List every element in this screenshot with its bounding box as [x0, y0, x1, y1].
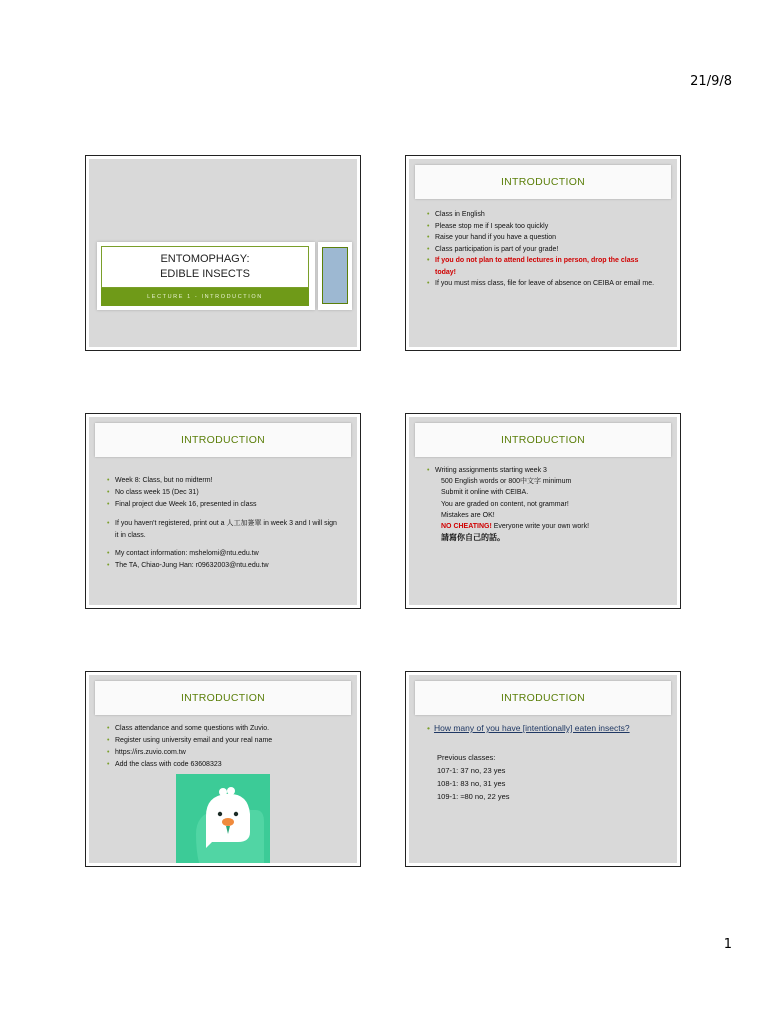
- slide-3: [85, 413, 361, 609]
- bullet-list: [107, 723, 341, 771]
- slide-subtitle: LECTURE 1 - INTRODUCTION: [147, 294, 263, 300]
- zuvio-logo: [176, 774, 270, 863]
- bullet-item: • Week 8: Class, but no midterm!: [107, 475, 341, 487]
- slide-2: [405, 155, 681, 351]
- own-work-text: Everyone write your own work!: [493, 522, 590, 530]
- bullet-item: • Class attendance and some questions with Zuvio.: [107, 723, 341, 735]
- bullet-icon: •: [427, 723, 430, 733]
- slide-4: [405, 413, 681, 609]
- side-card: [318, 242, 352, 310]
- slide-6: [405, 671, 681, 867]
- sub-line: Mistakes are OK!: [441, 511, 495, 519]
- bullet-list: [107, 475, 341, 572]
- page-date: 21/9/8: [690, 74, 732, 89]
- bullet-list: [427, 465, 661, 545]
- previous-row: 107-1: 37 no, 23 yes: [437, 766, 506, 776]
- slide-canvas: [409, 417, 677, 605]
- bullet-item: • https://irs.zuvio.com.tw: [107, 747, 341, 759]
- bullet-item: • Register using university email and your real name: [107, 735, 341, 747]
- sub-line: You are graded on content, not grammar!: [441, 500, 569, 508]
- slide-canvas: [89, 675, 357, 863]
- bullet-item: • No class week 15 (Dec 31): [107, 487, 341, 499]
- page-number: 1: [723, 937, 732, 952]
- slide-5: [85, 671, 361, 867]
- bullet-item: • Add the class with code 63608323: [107, 759, 341, 771]
- slide-title-line: EDIBLE INSECTS: [160, 268, 250, 280]
- question-text: How many of you have [intentionally] eaten insects?: [433, 723, 630, 733]
- bullet-item: • If you must miss class, file for leave of absence on CEIBA or email me.: [427, 278, 661, 290]
- bullet-item: • Class participation is part of your grade!: [427, 244, 661, 256]
- slide-1: [85, 155, 361, 351]
- previous-heading: Previous classes:: [437, 753, 496, 762]
- bullet-list: [427, 209, 661, 290]
- previous-row: 109-1: ≈80 no, 22 yes: [437, 792, 510, 802]
- slide-title-bar: [95, 423, 351, 457]
- slide-title: INTRODUCTION: [500, 176, 586, 188]
- bullet-item: • Raise your hand if you have a question: [427, 232, 661, 244]
- no-cheating-text: NO CHEATING!: [441, 522, 492, 530]
- color-swatch: [322, 247, 348, 304]
- slide-canvas: [409, 159, 677, 347]
- slide-title: INTRODUCTION: [180, 692, 266, 704]
- bullet-item: • My contact information: mshelomi@ntu.edu.tw: [107, 548, 341, 560]
- previous-results: [437, 751, 510, 804]
- title-box: [101, 246, 309, 288]
- zuvio-mascot-icon: [176, 774, 270, 863]
- sub-line-chinese: 請寫你自己的話。: [441, 533, 505, 543]
- slide-title: INTRODUCTION: [180, 434, 266, 446]
- bullet-item: • Please stop me if I speak too quickly: [427, 221, 661, 233]
- subtitle-band: [101, 288, 309, 306]
- bullet-item-warning: • If you do not plan to attend lectures in person, drop the class today!: [427, 255, 661, 278]
- sub-line: Submit it online with CEIBA.: [441, 489, 529, 497]
- slide-title-bar: [95, 681, 351, 715]
- sub-line: [427, 521, 661, 532]
- bullet-item: • The TA, Chiao-Jung Han: r09632003@ntu.edu.tw: [107, 560, 341, 572]
- slide-canvas: [409, 675, 677, 863]
- sub-line: 500 English words or 800中文字 minimum: [441, 478, 572, 486]
- slide-title: INTRODUCTION: [500, 692, 586, 704]
- slide-title: INTRODUCTION: [500, 434, 586, 446]
- slide-title-bar: [415, 681, 671, 715]
- bullet-item: • If you haven't registered, print out a 人工加簽單 in week 3 and I will sign it in class.: [107, 518, 341, 542]
- slide-canvas: [89, 159, 357, 347]
- bullet-item: • Final project due Week 16, presented in class: [107, 499, 341, 511]
- bullet-item: • Class in English: [427, 209, 661, 221]
- slide-title-bar: [415, 423, 671, 457]
- bullet-item: • Writing assignments starting week 3: [427, 465, 661, 476]
- title-card: [97, 242, 315, 310]
- previous-row: 108-1: 83 no, 31 yes: [437, 779, 506, 789]
- slide-canvas: [89, 417, 357, 605]
- slide-title-bar: [415, 165, 671, 199]
- slide-title-line: ENTOMOPHAGY:: [160, 252, 250, 265]
- question-bullet: [427, 723, 667, 733]
